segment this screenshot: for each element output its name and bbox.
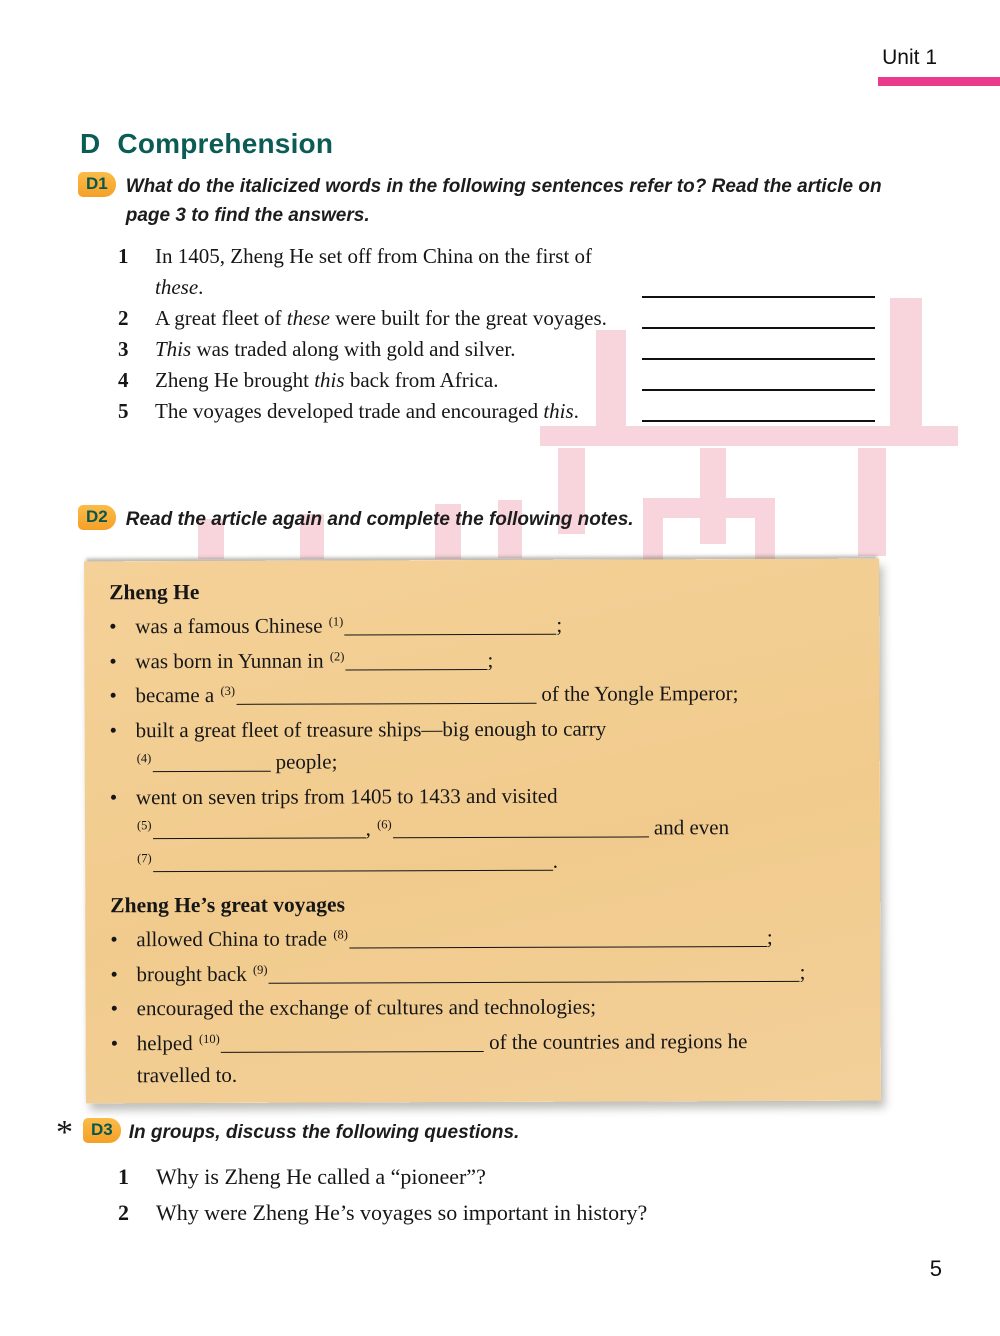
note-text — [135, 642, 859, 677]
note-item — [111, 1024, 861, 1092]
discussion-questions — [118, 1159, 936, 1231]
bullet-icon — [111, 992, 137, 1025]
question-row — [118, 1195, 936, 1231]
exercise-d3-header — [56, 1114, 936, 1151]
item-text — [155, 396, 642, 427]
note-item — [110, 955, 860, 990]
blank-line — [221, 1034, 484, 1052]
note-text-segment: helped — [136, 1030, 199, 1055]
answer-blank-line — [642, 420, 875, 422]
list-item — [118, 365, 875, 396]
instruction-line: page 3 to find the answers. — [125, 205, 370, 226]
exercise-d2-header — [78, 505, 923, 534]
section-letter: D — [80, 128, 101, 159]
note-text-segment: . — [552, 848, 558, 873]
exercise-d1-header — [78, 172, 923, 230]
item-text-segment: was traded along with gold and silver. — [191, 337, 516, 361]
exercise-badge-d1: D1 — [78, 172, 116, 197]
note-text-segment: was a famous Chinese — [135, 613, 328, 639]
note-text — [137, 1024, 861, 1092]
answer-blank-line — [642, 358, 875, 360]
item-text-segment: were built for the great voyages. — [329, 306, 607, 330]
exercise-badge-d2: D2 — [78, 505, 116, 530]
page-number: 5 — [929, 1256, 942, 1281]
note-item — [110, 921, 860, 956]
item-italic-word: these — [286, 306, 330, 330]
list-item — [118, 303, 875, 334]
exercise-d2-instruction: Read the article again and complete the following notes. — [125, 509, 634, 530]
item-text — [155, 303, 642, 334]
note-text-segment: brought back — [136, 961, 253, 986]
note-text-segment: ; — [766, 924, 773, 950]
item-italic-word: this — [543, 399, 574, 423]
note-text — [135, 608, 859, 643]
notes-list-2 — [110, 921, 861, 1092]
notes-list-1 — [109, 608, 860, 879]
note-text — [136, 711, 860, 779]
exercise-d1-list — [118, 241, 875, 427]
answer-blank-line — [642, 389, 875, 391]
item-text-segment: . — [573, 399, 579, 423]
list-item — [118, 334, 875, 365]
note-text-segment: of the countries and regions he — [483, 1028, 748, 1054]
bullet-icon — [109, 679, 135, 712]
note-item — [109, 642, 859, 677]
note-text — [135, 677, 859, 712]
note-text-segment: was born in Yunnan in — [135, 648, 329, 673]
watermark-shape — [858, 448, 886, 556]
asterisk-marker: * — [56, 1114, 73, 1151]
blank-number: (8) — [333, 927, 348, 942]
list-item — [118, 396, 875, 427]
item-number: 3 — [118, 337, 129, 361]
note-item — [111, 990, 861, 1025]
blank-line — [345, 652, 487, 669]
question-text: Why is Zheng He called a “pioneer”? — [156, 1164, 486, 1189]
note-item — [110, 711, 860, 779]
note-text-segment: travelled to. — [136, 1062, 238, 1088]
blank-line — [152, 755, 270, 772]
watermark-shape — [540, 426, 958, 446]
note-text-segment: and even — [648, 815, 730, 840]
blank-number: (10) — [198, 1031, 220, 1046]
blank-line — [393, 820, 649, 838]
item-number: 2 — [118, 306, 129, 330]
bullet-icon — [111, 1027, 137, 1092]
item-text-segment: The voyages developed trade and encouraged — [155, 399, 544, 423]
note-item — [109, 677, 859, 712]
blank-line — [344, 618, 556, 636]
bullet-icon — [110, 714, 136, 779]
item-number: 4 — [118, 368, 129, 392]
blank-line — [236, 687, 536, 705]
blank-number: (3) — [220, 683, 236, 698]
item-italic-word: this — [314, 368, 345, 392]
unit-accent-bar — [878, 77, 1000, 86]
note-text: encouraged the exchange of cultures and technologies; — [136, 994, 597, 1021]
question-text: Why were Zheng He’s voyages so important in history? — [156, 1200, 648, 1225]
blank-number: (7) — [137, 850, 152, 865]
notes-paper-box — [84, 559, 881, 1104]
blank-line — [153, 853, 553, 871]
blank-number: (4) — [136, 751, 152, 766]
exercise-d3 — [56, 1114, 936, 1231]
exercise-d3-instruction: In groups, discuss the following questions. — [128, 1122, 520, 1143]
item-text — [155, 365, 642, 396]
item-italic-word: these — [155, 275, 199, 299]
note-item — [110, 778, 860, 878]
section-title-text: Comprehension — [117, 128, 334, 159]
notes-heading-1: Zheng He — [109, 579, 200, 605]
question-number: 1 — [118, 1164, 129, 1189]
item-text-segment: A great fleet of — [155, 306, 287, 330]
exercise-badge-d3: D3 — [83, 1118, 121, 1143]
exercise-d1-instruction — [126, 172, 882, 230]
note-text-segment: built a great fleet of treasure ships—big enough to carry — [135, 716, 607, 742]
note-text-segment: ; — [799, 959, 806, 984]
note-text-segment: people; — [270, 749, 338, 774]
note-item — [109, 608, 859, 643]
bullet-icon — [109, 645, 135, 678]
answer-blank-line — [642, 327, 875, 329]
note-text-segment: ; — [556, 612, 563, 637]
blank-line — [269, 964, 800, 983]
item-number: 1 — [118, 244, 129, 268]
section-title — [80, 128, 333, 160]
instruction-line: What do the italicized words in the following sentences refer to? Read the article on — [125, 176, 882, 197]
watermark-shape — [890, 298, 922, 426]
unit-label: Unit 1 — [882, 46, 937, 69]
list-item — [118, 241, 875, 303]
note-text — [136, 955, 860, 990]
note-text-segment: of the Yongle Emperor; — [536, 681, 739, 706]
item-text — [155, 334, 642, 365]
blank-number: (2) — [329, 648, 345, 664]
blank-number: (1) — [328, 614, 344, 629]
note-text-segment: allowed China to trade — [136, 926, 333, 952]
blank-number: (9) — [252, 962, 268, 977]
notes-heading-2: Zheng He’s great voyages — [110, 892, 345, 918]
blank-line — [349, 930, 767, 948]
blank-number: (6) — [377, 817, 392, 832]
note-text-segment: , — [365, 816, 371, 841]
item-text-segment: back from Africa. — [344, 368, 499, 392]
bullet-icon — [110, 781, 136, 879]
answer-blank-line — [642, 296, 875, 298]
bullet-icon — [110, 958, 136, 991]
item-italic-word: This — [155, 337, 192, 361]
item-text-segment: In 1405, Zheng He set off from China on the first of — [155, 244, 593, 268]
bullet-icon — [109, 610, 135, 643]
blank-line — [153, 821, 366, 839]
question-number: 2 — [118, 1200, 129, 1225]
question-row — [118, 1159, 936, 1195]
item-text-segment: . — [198, 275, 204, 299]
item-text — [155, 241, 642, 303]
note-text-segment: ; — [487, 647, 494, 672]
bullet-icon — [110, 923, 136, 956]
note-text-segment: went on seven trips from 1405 to 1433 and visited — [135, 783, 558, 809]
blank-number: (5) — [136, 818, 152, 833]
item-number: 5 — [118, 399, 129, 423]
note-text — [136, 778, 860, 878]
note-text — [136, 921, 860, 956]
note-text-segment: became a — [135, 682, 220, 708]
item-text-segment: Zheng He brought — [155, 368, 315, 392]
